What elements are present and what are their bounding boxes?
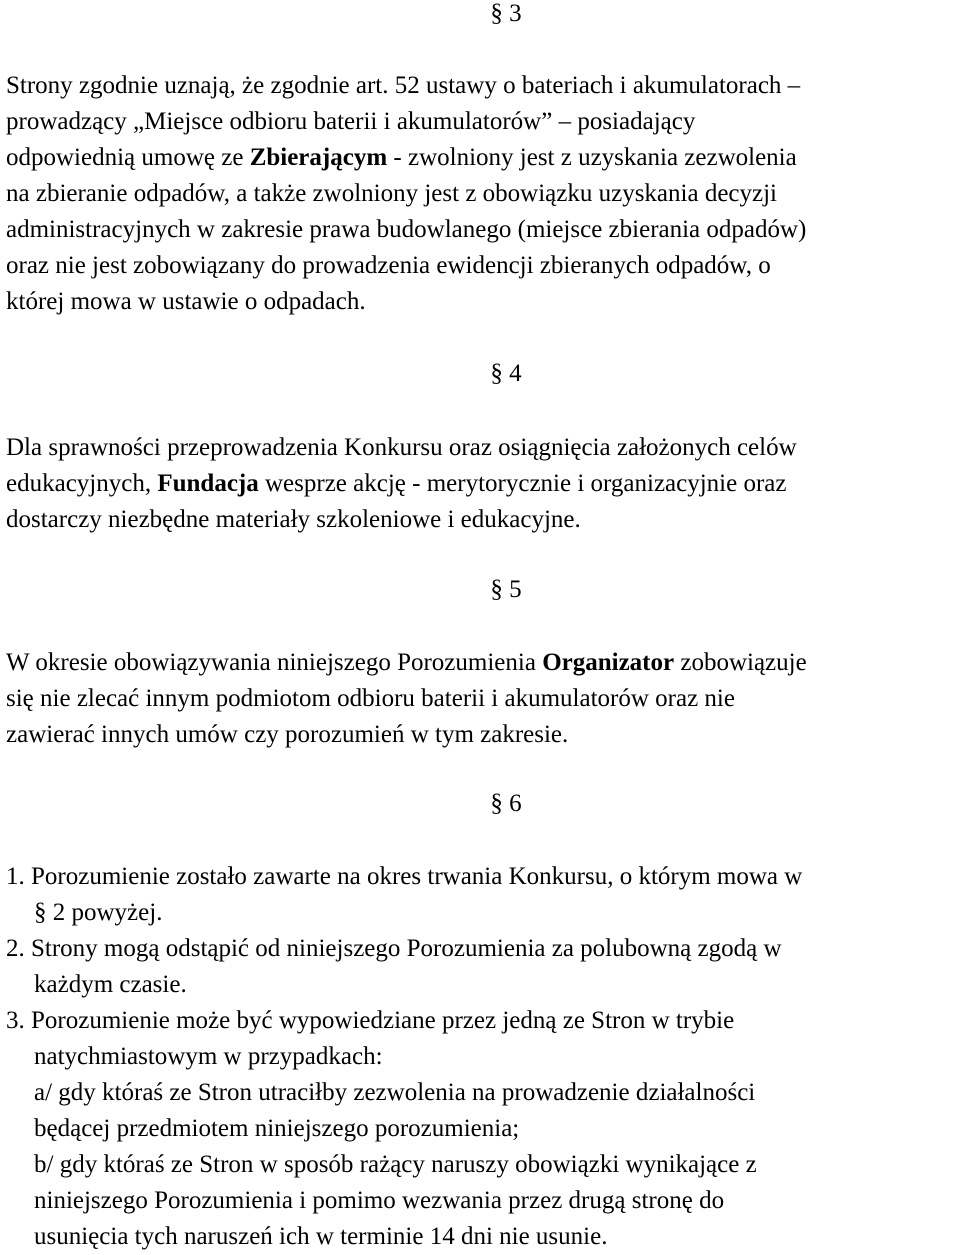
text-run: odpowiednią umowę ze [6, 144, 250, 171]
sub-item-a: a/ gdy któraś ze Stron utraciłby zezwolenia na prowadzenie działalności [34, 1079, 756, 1106]
text-run: wesprze akcję - merytorycznie i organizacyjnie oraz [258, 470, 787, 497]
paragraph-line: prowadzący „Miejsce odbioru baterii i akumulatorów” – posiadający [6, 108, 696, 135]
paragraph-line: oraz nie jest zobowiązany do prowadzenia ewidencji zbieranych odpadów, o [6, 252, 771, 279]
section-6-list [6, 859, 802, 1255]
paragraph-line: dostarczy niezbędne materiały szkoleniowe i edukacyjne. [6, 506, 581, 533]
bold-term-organizator: Organizator [542, 649, 675, 676]
bold-term-fundacja: Fundacja [157, 470, 259, 497]
paragraph-line: Dla sprawności przeprowadzenia Konkursu oraz osiągnięcia założonych celów [6, 434, 797, 461]
text-run: zobowiązuje [674, 649, 807, 676]
sub-item-b: b/ gdy któraś ze Stron w sposób rażący naruszy obowiązki wynikające z [34, 1151, 757, 1178]
section-3-heading: § 3 [490, 0, 522, 27]
text-run: edukacyjnych, [6, 470, 158, 497]
list-item-2: 2. Strony mogą odstąpić od niniejszego Porozumienia za polubowną zgodą w [6, 935, 782, 962]
section-4-heading: § 4 [490, 360, 522, 387]
sub-item-b-continuation: usunięcia tych naruszeń ich w terminie 14 dni nie usunie. [34, 1223, 608, 1250]
text-run: - zwolniony jest z uzyskania zezwolenia [387, 144, 797, 171]
list-item-2-continuation: każdym czasie. [34, 971, 187, 998]
list-item-3-continuation: natychmiastowym w przypadkach: [34, 1043, 383, 1070]
list-item-3: 3. Porozumienie może być wypowiedziane przez jedną ze Stron w trybie [6, 1007, 735, 1034]
paragraph-line: której mowa w ustawie o odpadach. [6, 288, 366, 315]
paragraph-line [6, 466, 797, 502]
section-5-paragraph [6, 645, 807, 753]
sub-item-a-continuation: będącej przedmiotem niniejszego porozumienia; [34, 1115, 520, 1142]
paragraph-line: się nie zlecać innym podmiotom odbioru baterii i akumulatorów oraz nie [6, 685, 735, 712]
paragraph-line [6, 645, 807, 681]
section-5-heading: § 5 [490, 576, 522, 603]
list-item-1-continuation: § 2 powyżej. [34, 899, 163, 926]
text-run: W okresie obowiązywania niniejszego Porozumienia [6, 649, 543, 676]
paragraph-line: zawierać innych umów czy porozumień w tym zakresie. [6, 721, 569, 748]
list-item-1: 1. Porozumienie zostało zawarte na okres trwania Konkursu, o którym mowa w [6, 863, 803, 890]
paragraph-line: Strony zgodnie uznają, że zgodnie art. 52 ustawy o bateriach i akumulatorach – [6, 72, 801, 99]
section-4-paragraph [6, 430, 797, 538]
paragraph-line: administracyjnych w zakresie prawa budowlanego (miejsce zbierania odpadów) [6, 216, 807, 243]
section-3-paragraph [6, 68, 806, 320]
bold-term-zbierajacym: Zbierającym [249, 144, 388, 171]
paragraph-line: na zbieranie odpadów, a także zwolniony jest z obowiązku uzyskania decyzji [6, 180, 777, 207]
sub-item-b-continuation: niniejszego Porozumienia i pomimo wezwania przez drugą stronę do [34, 1187, 725, 1214]
section-6-heading: § 6 [490, 790, 522, 817]
paragraph-line [6, 140, 806, 176]
